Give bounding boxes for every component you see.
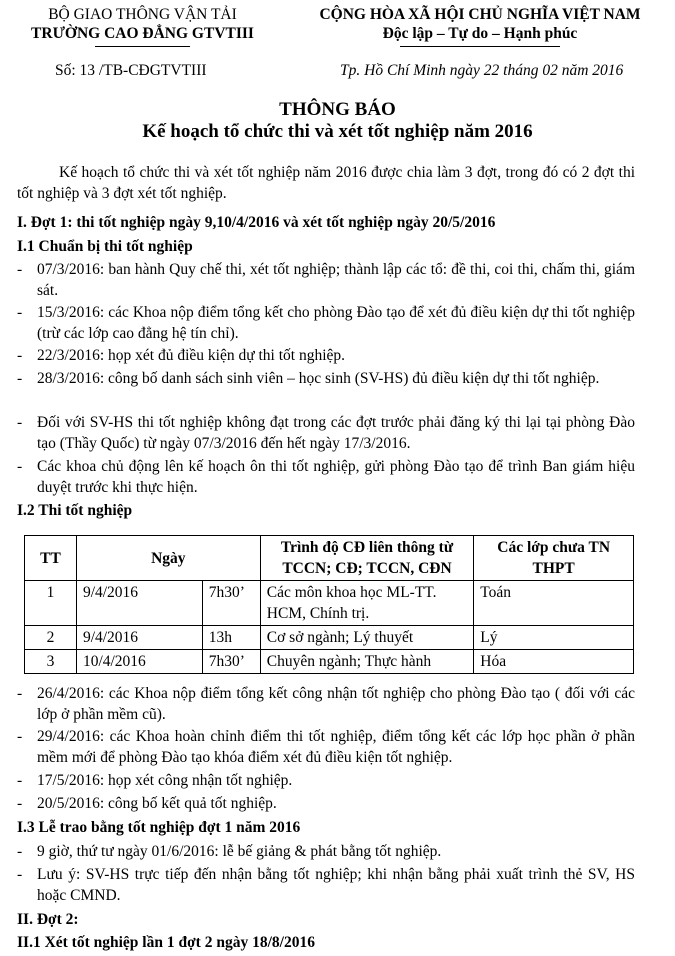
list-item: - Lưu ý: SV-HS trực tiếp đến nhận bằng tốt nghiệp; khi nhận bằng phải xuất trình thẻ SV, HS hoặc CMND. [17, 866, 635, 904]
list-item: - 20/5/2016: công bố kết quả tốt nghiệp. [17, 795, 277, 812]
column-header-date: Ngày [76, 536, 260, 581]
intro-text: Kế hoạch tổ chức thi và xét tốt nghiệp năm 2016 được chia làm 3 đợt, trong đó có 2 đợt thi tốt nghiệp và 3 đợt xét tốt nghiệp. [17, 164, 635, 202]
section-1-1-heading: I.1 Chuẩn bị thi tốt nghiệp [17, 238, 193, 255]
cell-extra: Toán [474, 581, 634, 626]
table-row [25, 626, 634, 650]
cell-date: 9/4/2016 [76, 581, 202, 626]
list-item: - 17/5/2016: họp xét công nhận tốt nghiệp. [17, 772, 293, 789]
list-item: - Đối với SV-HS thi tốt nghiệp không đạt trong các đợt trước phải đăng ký thi lại tại phòng Đào tạo (Thầy Quốc) từ ngày 07/3/2016 đến hết ngày 17/3/2016. [17, 414, 635, 452]
document-subtitle: Kế hoạch tổ chức thi và xét tốt nghiệp năm 2016 [142, 121, 533, 142]
document-title: THÔNG BÁO [279, 99, 396, 120]
cell-tt: 1 [25, 581, 77, 626]
ministry-name: BỘ GIAO THÔNG VẬN TẢI [48, 6, 237, 23]
column-header-tt: TT [25, 536, 77, 581]
school-underline [95, 46, 190, 47]
school-name: TRƯỜNG CAO ĐẲNG GTVTIII [31, 25, 254, 42]
table-row [25, 650, 634, 674]
motto-underline [400, 46, 560, 47]
table-header-row [25, 536, 634, 581]
section-2-1-heading: II.1 Xét tốt nghiệp lần 1 đợt 2 ngày 18/8/2016 [17, 934, 315, 951]
table-row [25, 581, 634, 626]
motto: Độc lập – Tự do – Hạnh phúc [382, 25, 578, 42]
list-item: - 26/4/2016: các Khoa nộp điểm tổng kết công nhận tốt nghiệp cho phòng Đào tạo ( đối với các lớp ở phần mềm cũ). [17, 685, 635, 723]
exam-schedule-table [24, 535, 634, 674]
place-date: Tp. Hồ Chí Minh ngày 22 tháng 02 năm 2016 [340, 62, 624, 79]
list-item: - 9 giờ, thứ tư ngày 01/6/2016: lễ bế giảng & phát bằng tốt nghiệp. [17, 843, 442, 860]
list-item: - 22/3/2016: họp xét đủ điều kiện dự thi tốt nghiệp. [17, 347, 346, 364]
cell-subject: Các môn khoa học ML-TT. HCM, Chính trị. [260, 581, 474, 626]
section-1-2-heading: I.2 Thi tốt nghiệp [17, 502, 133, 519]
column-header-classes: Các lớp chưa TN THPT [474, 536, 634, 581]
column-header-level: Trình độ CĐ liên thông từ TCCN; CĐ; TCCN, CĐN [260, 536, 474, 581]
cell-date: 9/4/2016 [76, 626, 202, 650]
list-item: - 07/3/2016: ban hành Quy chế thi, xét tốt nghiệp; thành lập các tổ: đề thi, coi thi, chấm thi, giám sát. [17, 261, 635, 299]
cell-tt: 3 [25, 650, 77, 674]
list-item: - 15/3/2016: các Khoa nộp điểm tổng kết cho phòng Đào tạo để xét đủ điều kiện dự thi tốt nghiệp (trừ các lớp cao đẳng hệ tín chỉ). [17, 304, 635, 342]
republic-name: CỘNG HÒA XÃ HỘI CHỦ NGHĨA VIỆT NAM [319, 6, 641, 23]
cell-time: 7h30’ [202, 650, 260, 674]
section-1-heading: I. Đợt 1: thi tốt nghiệp ngày 9,10/4/2016 và xét tốt nghiệp ngày 20/5/2016 [17, 214, 496, 231]
cell-tt: 2 [25, 626, 77, 650]
cell-subject: Chuyên ngành; Thực hành [260, 650, 474, 674]
cell-date: 10/4/2016 [76, 650, 202, 674]
list-item: - Các khoa chủ động lên kế hoạch ôn thi tốt nghiệp, gửi phòng Đào tạo để trình Ban giám hiệu duyệt trước khi thực hiện. [17, 458, 635, 496]
cell-extra: Hóa [474, 650, 634, 674]
cell-extra: Lý [474, 626, 634, 650]
section-1-3-heading: I.3 Lễ trao bằng tốt nghiệp đợt 1 năm 2016 [17, 819, 301, 836]
document-number: Số: 13 /TB-CĐGTVTIII [55, 62, 207, 79]
list-item: - 28/3/2016: công bố danh sách sinh viên – học sinh (SV-HS) đủ điều kiện dự thi tốt nghiệp. [17, 370, 600, 387]
cell-subject: Cơ sở ngành; Lý thuyết [260, 626, 474, 650]
section-2-heading: II. Đợt 2: [17, 911, 79, 928]
list-item: - 29/4/2016: các Khoa hoàn chỉnh điểm thi tốt nghiệp, điểm tổng kết các lớp học phần ở phần mềm mới để phòng Đào tạo khóa điểm xét đủ điều kiện tốt nghiệp. [17, 728, 635, 766]
cell-time: 13h [202, 626, 260, 650]
intro-paragraph [17, 162, 635, 204]
cell-time: 7h30’ [202, 581, 260, 626]
